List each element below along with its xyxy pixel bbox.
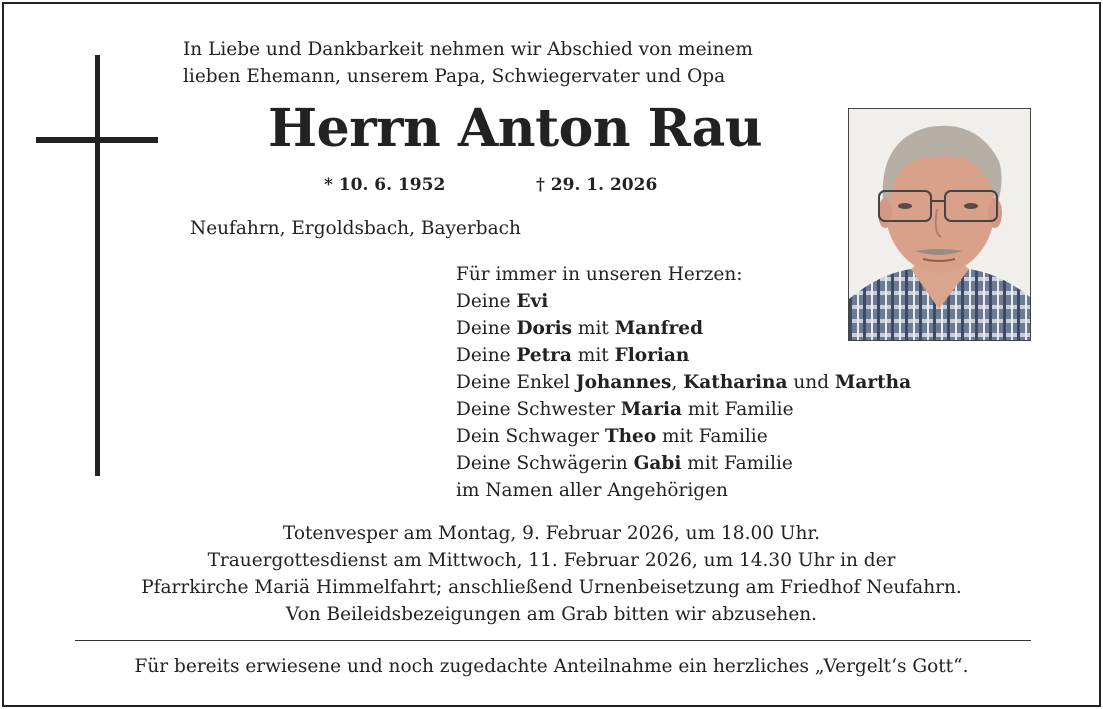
mourner-line: [456, 450, 911, 477]
thanks-line: Für bereits erwiesene und noch zugedachte Anteilnahme ein herzliches „Vergelt‘s Gott“.: [134, 656, 969, 677]
mourner-prefix: Deine: [456, 318, 517, 339]
mourner-connector: mit: [571, 345, 615, 366]
mourner-line: [456, 423, 911, 450]
mourner-suffix: mit Familie: [682, 399, 794, 420]
mourner-line: [456, 369, 911, 396]
mourner-prefix: Deine: [456, 345, 517, 366]
mourner-connector: mit: [572, 318, 615, 339]
divider-line: [75, 640, 1031, 641]
mourner-prefix: Deine Enkel: [456, 372, 576, 393]
mourners-heading: Für immer in unseren Herzen:: [456, 264, 743, 285]
service-line-2: Trauergottesdienst am Mittwoch, 11. Februar 2026, um 14.30 Uhr in der: [207, 550, 896, 571]
mourner-name: Theo: [604, 426, 657, 447]
death-date: † 29. 1. 2026: [536, 175, 658, 195]
mourners-list: [456, 261, 911, 504]
mourner-prefix: Deine Schwägerin: [456, 453, 634, 474]
service-line-3: Pfarrkirche Mariä Himmelfahrt; anschließend Urnenbeisetzung am Friedhof Neufahrn.: [141, 577, 962, 598]
mourner-name: Florian: [614, 345, 690, 366]
mourner-name: Manfred: [614, 318, 704, 339]
mourner-name: Doris: [516, 318, 573, 339]
mourner-line: [456, 396, 911, 423]
mourner-name: Petra: [516, 345, 572, 366]
mourners-closing: im Namen aller Angehörigen: [456, 480, 728, 501]
mourner-name: Katharina: [683, 372, 788, 393]
mourner-name: Maria: [620, 399, 683, 420]
mourner-connector: ,: [671, 372, 684, 393]
mourner-prefix: Deine: [456, 291, 517, 312]
mourner-line: [456, 342, 911, 369]
mourner-name: Evi: [516, 291, 549, 312]
mourner-suffix: mit Familie: [681, 453, 793, 474]
birth-date: * 10. 6. 1952: [324, 175, 446, 195]
mourner-line: [456, 288, 911, 315]
mourner-name: Johannes: [575, 372, 672, 393]
service-line-1: Totenvesper am Montag, 9. Februar 2026, um 18.00 Uhr.: [282, 523, 821, 544]
mourner-name: Martha: [834, 372, 912, 393]
places-of-residence: Neufahrn, Ergoldsbach, Bayerbach: [190, 218, 521, 239]
intro-line-2: lieben Ehemann, unserem Papa, Schwiegervater und Opa: [183, 66, 726, 87]
mourner-prefix: Deine Schwester: [456, 399, 621, 420]
cross-vertical-bar: [95, 55, 100, 476]
mourner-line: [456, 315, 911, 342]
deceased-name: Herrn Anton Rau: [268, 98, 763, 159]
intro-text: [183, 36, 753, 90]
intro-line-1: In Liebe und Dankbarkeit nehmen wir Abschied von meinem: [183, 39, 753, 60]
mourner-connector: und: [787, 372, 835, 393]
mourner-name: Gabi: [633, 453, 682, 474]
mourner-prefix: Dein Schwager: [456, 426, 605, 447]
cross-horizontal-bar: [36, 137, 158, 143]
service-line-4: Von Beileidsbezeigungen am Grab bitten wir abzusehen.: [285, 604, 818, 625]
service-details: [0, 520, 1103, 628]
mourner-suffix: mit Familie: [656, 426, 768, 447]
